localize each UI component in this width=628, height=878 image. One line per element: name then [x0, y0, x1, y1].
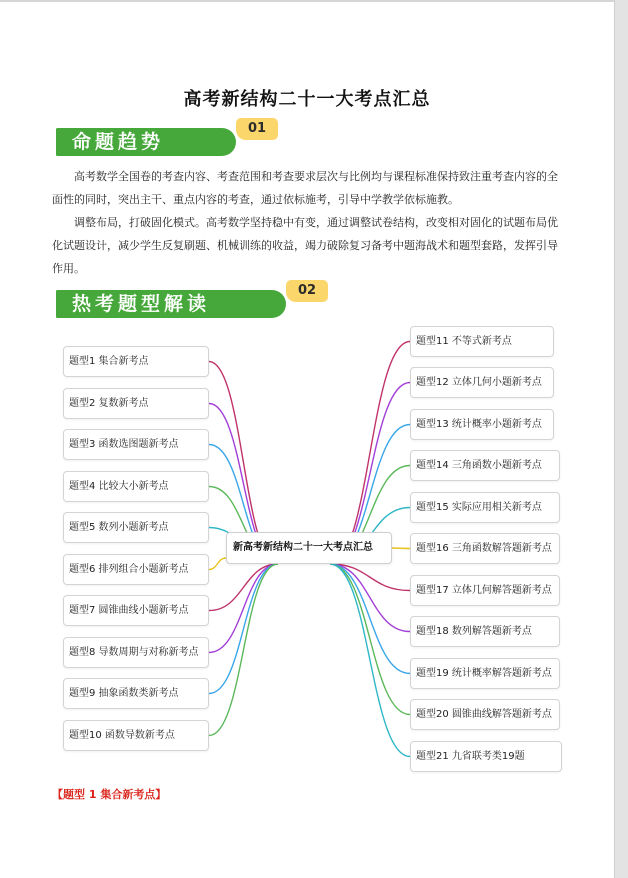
mindmap-node[interactable]: 题型12 立体几何小题新考点: [410, 367, 554, 398]
banner-number-badge: 01: [236, 118, 278, 140]
mindmap-node[interactable]: 题型20 圆锥曲线解答题新考点: [410, 699, 560, 730]
mindmap-node[interactable]: 题型8 导数周期与对称新考点: [63, 637, 209, 668]
page-title: 高考新结构二十一大考点汇总: [183, 89, 431, 110]
paragraph-2: 调整布局，打破固化模式。高考数学坚持稳中有变，通过调整试卷结构，改变相对固化的试题布局优化试题设计，减少学生反复刷题、机械训练的收益，竭力破除复习备考中题海战术和题型套路，发挥引导作用。: [52, 216, 558, 275]
mindmap-node[interactable]: 题型9 抽象函数类新考点: [63, 678, 209, 709]
mindmap-node[interactable]: 题型11 不等式新考点: [410, 326, 554, 357]
mindmap-node[interactable]: 题型13 统计概率小题新考点: [410, 409, 554, 440]
mindmap-node[interactable]: 题型6 排列组合小题新考点: [63, 554, 209, 585]
mindmap-node[interactable]: 题型5 数列小题新考点: [63, 512, 209, 543]
mindmap-center-node[interactable]: 新高考新结构二十一大考点汇总: [226, 532, 392, 564]
connector-left-9: [209, 564, 278, 694]
connector-right-16: [392, 548, 410, 549]
mindmap-node[interactable]: 题型16 三角函数解答题新考点: [410, 533, 560, 564]
mindmap-node[interactable]: 题型7 圆锥曲线小题新考点: [63, 595, 209, 626]
scrollbar[interactable]: [614, 0, 628, 878]
question-type-heading: 【题型 1 集合新考点】: [52, 788, 167, 801]
mindmap-node[interactable]: 题型2 复数新考点: [63, 388, 209, 419]
mindmap-node[interactable]: 题型18 数列解答题新考点: [410, 616, 560, 647]
connector-right-18: [330, 564, 410, 632]
connector-right-11: [330, 342, 410, 565]
connector-right-20: [330, 564, 410, 715]
mindmap-node[interactable]: 题型14 三角函数小题新考点: [410, 450, 560, 481]
banner-label: 热考题型解读: [72, 293, 211, 315]
mindmap-node[interactable]: 题型17 立体几何解答题新考点: [410, 575, 560, 606]
mindmap-node[interactable]: 题型3 函数选图题新考点: [63, 429, 209, 460]
mindmap-node[interactable]: 题型10 函数导数新考点: [63, 720, 209, 751]
mindmap-node[interactable]: 题型15 实际应用相关新考点: [410, 492, 560, 523]
mindmap-node[interactable]: 题型1 集合新考点: [63, 346, 209, 377]
banner-number-badge: 02: [286, 280, 328, 302]
paragraph-1: 高考数学全国卷的考查内容、考查范围和考查要求层次与比例均与课程标准保持致注重考查内容的全面性的同时，突出主干、重点内容的考查，通过依标施考，引导中学教学依标施教。: [52, 170, 558, 206]
banner-label: 命题趋势: [72, 131, 165, 153]
mindmap-node[interactable]: 题型21 九省联考类19题: [410, 741, 562, 772]
connector-left-6: [209, 558, 226, 570]
connector-right-21: [330, 564, 410, 757]
mindmap-node[interactable]: 题型4 比较大小新考点: [63, 471, 209, 502]
mindmap-node[interactable]: 题型19 统计概率解答题新考点: [410, 658, 560, 689]
